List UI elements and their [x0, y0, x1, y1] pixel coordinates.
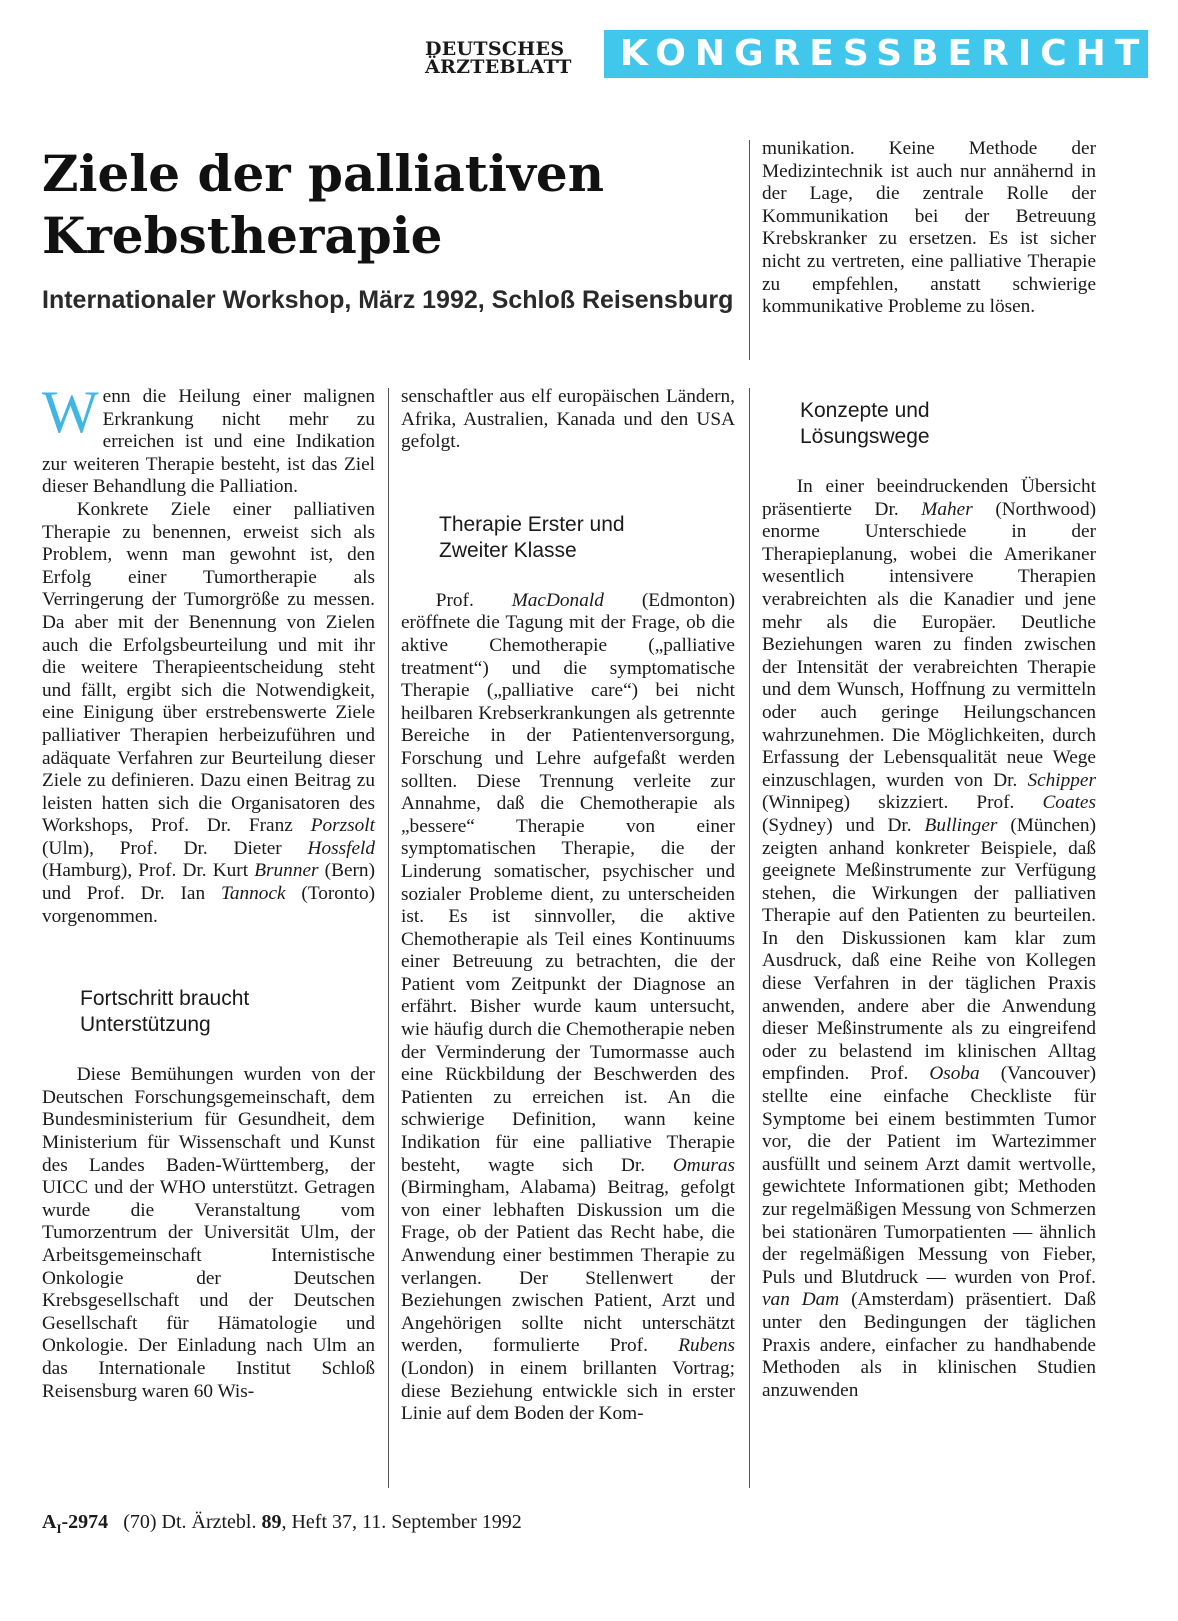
journal-logo [425, 40, 572, 76]
person-name: Hossfeld [307, 837, 375, 859]
journal-logo-line1: DEUTSCHES [425, 38, 565, 60]
text-run: (Hamburg), Prof. Dr. Kurt [42, 860, 255, 882]
person-name: Schipper [1027, 769, 1096, 791]
text-run: (Toronto) vorgenommen. [42, 883, 376, 927]
page-number-value: -2974 [61, 1511, 109, 1533]
column-3-top [762, 138, 1096, 319]
column-2 [401, 386, 735, 1426]
text-run: (Ulm), Prof. Dr. Dieter [42, 837, 308, 859]
paragraph [42, 499, 375, 928]
drop-cap: W [42, 379, 99, 445]
text-run: (Amsterdam) präsentiert. Daß unter den Bedingungen der täglichen Praxis andere, einfacher zu handhabende Methoden als in klinischen Studien anzuwenden [762, 1289, 1096, 1401]
person-name: Bullinger [924, 814, 998, 836]
text-run: (Vancouver) stellte eine einfache Checkliste für Symptome bei einem bestimmten Tumor vor, die der Patient im Wartezimmer ausfüllt und seinem Arzt damit wertvolle, gewichtete Informationen gibt; Methoden zur regelmäßigen Messung von Schmerzen bei stationären Tumorpatienten — ähnlich der regelmäßigen Messung von Fieber, Puls und Blutdruck — wurden von Prof. [762, 1063, 1096, 1288]
column-3 [762, 398, 1096, 1402]
person-name: Rubens [678, 1335, 735, 1357]
person-name: Osoba [929, 1063, 980, 1085]
person-name: Brunner [254, 860, 319, 882]
column-rule-top [749, 140, 750, 360]
section-label: KONGRESSBERICHT [604, 30, 1148, 78]
text-run: Prof. [435, 589, 512, 611]
column-rule-right [749, 388, 750, 1488]
page-footer [42, 1510, 522, 1541]
text-run: (Northwood) enorme Unterschiede in der Therapieplanung, wobei die Amerikaner wesentlich intensivere Therapien verabreichten als die Kanadier und jene mehr als die Europäer. Deutliche Beziehungen waren zu finden zwischen der Intensität der verabreichten Therapie und dem Wunsch, Hoffnung zu vermitteln oder auch geringe Heilungschancen wahrzunehmen. Die Möglichkeiten, durch Erfassung der Lebensqualität neue Wege einzuschlagen, wurden von Dr. [762, 498, 1097, 791]
volume: 89 [261, 1511, 282, 1533]
page-number [42, 1511, 109, 1536]
person-name: Coates [1042, 792, 1096, 814]
paragraph [401, 590, 735, 1426]
text-run: (Bern) und Prof. Dr. Ian [42, 860, 375, 905]
person-name: Tannock [220, 883, 286, 905]
person-name: Porzsolt [310, 815, 375, 837]
text-run: (Winnipeg) skizziert. Prof. [762, 792, 1043, 814]
column-rule-left [388, 388, 389, 1488]
person-name: MacDonald [511, 589, 604, 611]
text-run: (London) in einem brillanten Vortrag; diese Beziehung entwickle sich in erster Linie auf dem Boden der Kom- [401, 1357, 735, 1425]
paragraph [762, 476, 1096, 1402]
text-run: Konkrete Ziele einer palliativen Therapie zu benennen, erweist sich als Problem, wenn man gewohnt ist, den Erfolg einer Tumortherapie als Verringerung der Tumorgröße zu messen. Da aber mit der Benennung von Zielen auch die Erfolgsbeurteilung und mit ihr die weitere Therapieentscheidung steht und fällt, ergibt sich die Notwendigkeit, eine Einigung über erstrebenswerte Ziele palliativer Therapien herbeizuführen und adäquate Verfahren zur Beurteilung dieser Ziele zu definieren. Dazu einen Beitrag zu leisten hatten sich die Organisatoren des Workshops, Prof. Dr. Franz [42, 498, 375, 837]
section-heading: Therapie Erster und Zweiter Klasse [439, 512, 625, 562]
paragraph: munikation. Keine Methode der Medizintechnik ist auch nur annähernd in der Lage, die zentrale Rolle der Kommunikation bei der Betreuung Krebskranker zu ersetzen. Es ist sicher nicht zu vertreten, eine palliative Therapie zu empfehlen, anstatt schwierige kommunikative Probleme zu lösen. [762, 138, 1096, 318]
person-name: Omuras [672, 1154, 735, 1176]
citation: (70) Dt. Ärztebl. [123, 1511, 262, 1533]
text-run: In einer beeindruckenden Übersicht präsentierte Dr. [762, 476, 1096, 520]
text-run: (München) zeigten anhand konkreter Beispiele, daß geeignete Meßinstrumente zur Verfügung stehen, die Wirkungen der palliativen Therapie auf den Patienten zu beurteilen. In den Diskussionen kam klar zum Ausdruck, daß eine Reihe von Kollegen diese Verfahren in der täglichen Praxis anwenden, andere aber die Anwendung dieser Meßinstrumente als zu eingreifend oder zu belastend im klinischen Alltag empfinden. Prof. [762, 814, 1096, 1085]
text-run: (Sydney) und Dr. [762, 814, 925, 836]
person-name: Maher [921, 498, 973, 520]
lead-text: enn die Heilung einer malignen Erkrankung nicht mehr zu erreichen ist und eine Indikation zur weiteren Therapie besteht, ist das Ziel dieser Behandlung die Palliation. [42, 386, 375, 498]
article-subtitle: Internationaler Workshop, März 1992, Schloß Reisensburg [42, 286, 734, 314]
paragraph: senschaftler aus elf europäischen Ländern, Afrika, Australien, Kanada und den USA gefolgt. [401, 386, 735, 453]
page-number-sub: I [56, 1521, 62, 1536]
paragraph-lead [42, 379, 375, 499]
section-heading: Fortschritt braucht Unterstützung [80, 987, 250, 1037]
column-1 [42, 379, 376, 1403]
citation-rest: , Heft 37, 11. September 1992 [281, 1511, 522, 1533]
section-heading: Konzepte und Lösungswege [800, 399, 930, 448]
person-name: van Dam [762, 1289, 840, 1311]
text-run: (Edmonton) eröffnete die Tagung mit der Frage, ob die aktive Chemotherapie („palliative treatment“) und die symptomatische Therapie („palliative care“) bei nicht heilbaren Krebserkrankungen als getrennte Bereiche in der Patientenversorgung, Forschung und Lehre aufgefaßt werden sollten. Diese Trennung verleite zur Annahme, daß die Chemotherapie als „bessere“ Therapie von einer symptomatischen Therapie, die der Linderung somatischer, psychischer und sozialer Probleme dient, zu unterscheiden ist. Es ist sinnvoller, die aktive Chemotherapie als Teil eines Kontinuums einer Betreuung zu betrachten, die der Patient vom Zeitpunkt der Diagnose an erfährt. Bisher wurde kaum untersucht, wie häufig durch die Chemotherapie neben der Verminderung der Tumormasse auch eine Rückbildung der Beschwerden des Patienten zu erreichen ist. An die schwierige Definition, wann keine Indikation für eine palliative Therapie besteht, wagte sich Dr. [401, 589, 735, 1176]
text-run: (Birmingham, Alabama) Beitrag, gefolgt von einer lebhaften Diskussion um die Frage, ob der Patient das Recht habe, die Anwendung einer bestimmen Therapie zu verlangen. Der Stellenwert der Beziehungen zwischen Patient, Arzt und Angehörigen sollte nicht unterschätzt werden, formulierte Prof. [401, 1177, 735, 1357]
page-number-prefix: A [42, 1511, 57, 1533]
article-title: Ziele der palliativen Krebstherapie [42, 144, 605, 265]
paragraph: Diese Bemühungen wurden von der Deutschen Forschungsgemeinschaft, dem Bundesministerium für Gesundheit, dem Ministerium für Wissenschaft und Kunst des Landes Baden-Württemberg, der UICC und der WHO unterstützt. Getragen wurde die Veranstaltung vom Tumorzentrum der Universität Ulm, der Arbeitsgemeinschaft Internistische Onkologie der Deutschen Krebsgesellschaft und der Deutschen Gesellschaft für Hämatologie und Onkologie. Der Einladung nach Ulm an das Internationale Institut Schloß Reisensburg waren 60 Wis- [42, 1064, 375, 1402]
journal-logo-line2: ÄRZTEBLATT [425, 56, 572, 78]
